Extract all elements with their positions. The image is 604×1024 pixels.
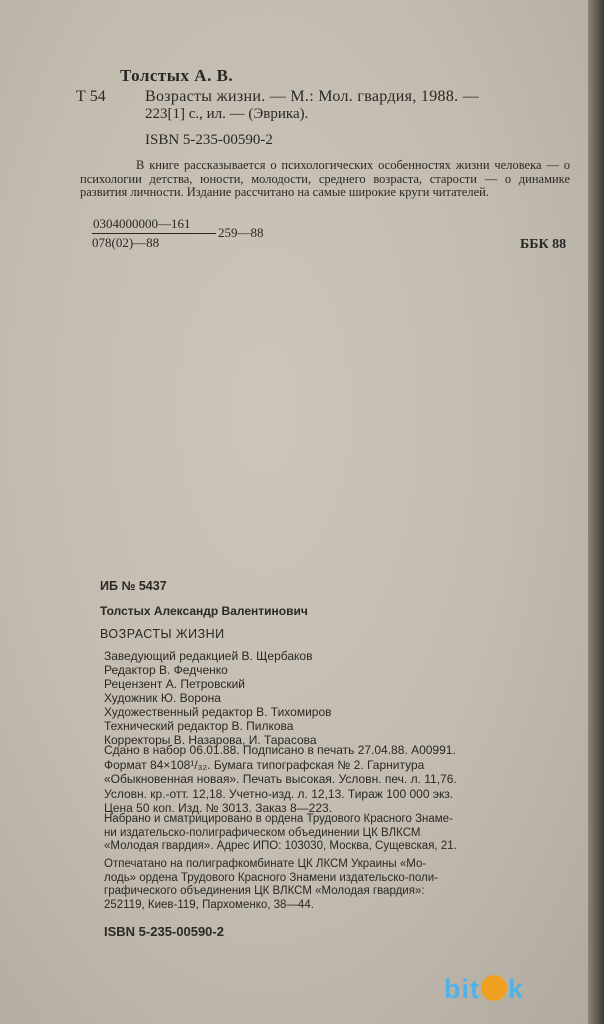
isbn-bottom: ISBN 5-235-00590-2 xyxy=(104,924,224,939)
publication-line: Формат 84×108¹/₃₂. Бумага типографская № 2. Гарнитура xyxy=(104,757,425,772)
bibliographic-line-1: Возрасты жизни. — М.: Мол. гвардия, 1988. — xyxy=(145,88,480,105)
ib-number: ИБ № 5437 xyxy=(100,579,167,593)
watermark-logo xyxy=(444,974,594,1014)
printing-plant-details xyxy=(104,858,438,912)
printing-line: графического объединения ЦК ВЛКСМ «Молодая гвардия»: xyxy=(104,885,425,897)
book-title: ВОЗРАСТЫ ЖИЗНИ xyxy=(100,627,225,641)
printing-line: 252119, Киев-119, Пархоменко, 38—44. xyxy=(104,898,314,911)
annotation-text: В книге рассказывается о психологических особенностях жизни человека — о психологии детства, юности, молодости, среднего возраста, старости — о динамике развития личности. Издание рассчитано на самые широкие круги читателей. xyxy=(80,158,570,199)
publication-line: Условн. кр.-отт. 12,18. Учетно-изд. л. 12,13. Тираж 100 000 экз. xyxy=(104,786,454,801)
credit-line: Технический редактор В. Пилкова xyxy=(104,719,294,733)
printing-line: лодь» ордена Трудового Красного Знамени издательско-поли- xyxy=(104,871,438,884)
credits-list xyxy=(104,649,332,747)
author-heading: Толстых А. В. xyxy=(120,66,234,85)
library-code: Т 54 xyxy=(76,88,106,105)
publication-line: Сдано в набор 06.01.88. Подписано в печать 27.04.88. А00991. xyxy=(104,743,456,757)
watermark-prefix: bit xyxy=(444,974,480,1004)
credit-line: Корректоры В. Назарова, И. Тарасова xyxy=(104,733,317,747)
publication-line: «Обыкновенная новая». Печать высокая. Условн. печ. л. 11,76. xyxy=(104,772,457,786)
credit-line: Заведующий редакцией В. Щербаков xyxy=(104,649,313,663)
credit-line: Художественный редактор В. Тихомиров xyxy=(104,705,332,719)
credit-line: Редактор В. Федченко xyxy=(104,663,228,677)
classification-suffix: 259—88 xyxy=(218,225,264,240)
fraction-line xyxy=(92,233,216,234)
typeset-line: ни издательско-полиграфическом объединении ЦК ВЛКСМ xyxy=(104,826,421,839)
credit-line: Художник Ю. Ворона xyxy=(104,691,221,705)
typeset-line: «Молодая гвардия». Адрес ИПО: 103030, Москва, Сущевская, 21. xyxy=(104,840,457,852)
publication-line: Цена 50 коп. Изд. № 3013. Заказ 8—223. xyxy=(104,801,333,815)
bibliographic-line-2: 223[1] с., ил. — (Эврика). xyxy=(145,106,309,122)
watermark-dot-icon xyxy=(481,975,507,1001)
classification-denominator: 078(02)—88 xyxy=(92,235,160,250)
bbk-code: ББК 88 xyxy=(520,237,567,252)
publication-details xyxy=(104,743,564,816)
classification-numerator: 0304000000—161 xyxy=(93,216,191,231)
watermark-suffix: k xyxy=(508,974,525,1004)
annotation xyxy=(80,159,570,200)
isbn-top: ISBN 5-235-00590-2 xyxy=(145,132,273,148)
typeset-details xyxy=(104,813,457,854)
page-edge-shadow xyxy=(588,0,604,1024)
printing-line: Отпечатано на полиграфкомбинате ЦК ЛКСМ Украины «Мо- xyxy=(104,858,427,870)
credit-line: Рецензент А. Петровский xyxy=(104,677,245,691)
author-full-name: Толстых Александр Валентинович xyxy=(100,604,308,618)
typeset-line: Набрано и сматрицировано в ордена Трудового Красного Знаме- xyxy=(104,813,453,825)
